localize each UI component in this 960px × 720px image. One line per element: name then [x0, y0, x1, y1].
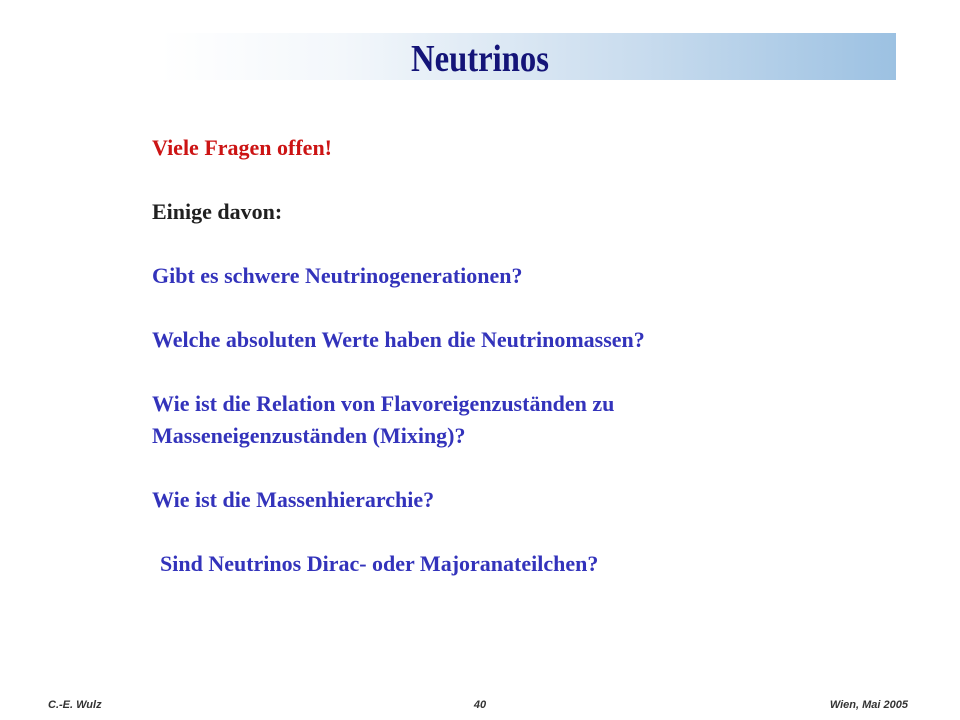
headline-text: Viele Fragen offen! [152, 135, 333, 160]
question-mass-hierarchy: Wie ist die Massenhierarchie? [152, 487, 435, 512]
question-mixing-line-2: Masseneigenzuständen (Mixing)? [152, 423, 466, 448]
spacer [152, 164, 912, 196]
question-heavy-generations: Gibt es schwere Neutrinogenerationen? [152, 263, 523, 288]
slide-content [152, 132, 912, 580]
question-absolute-masses: Welche absoluten Werte haben die Neutrinomassen? [152, 327, 645, 352]
intro-text: Einige davon: [152, 199, 283, 224]
slide-title: Neutrinos [410, 38, 549, 80]
question-mixing-line-1: Wie ist die Relation von Flavoreigenzuständen zu [152, 391, 615, 416]
spacer [152, 452, 912, 484]
spacer [152, 516, 912, 548]
footer-place-date: Wien, Mai 2005 [829, 699, 908, 711]
spacer [152, 228, 912, 260]
footer-author: C.-E. Wulz [48, 699, 102, 711]
footer-page-number: 40 [473, 699, 487, 711]
spacer [152, 292, 912, 324]
spacer [152, 356, 912, 388]
question-dirac-majorana: Sind Neutrinos Dirac- oder Majoranateilchen? [160, 551, 599, 576]
